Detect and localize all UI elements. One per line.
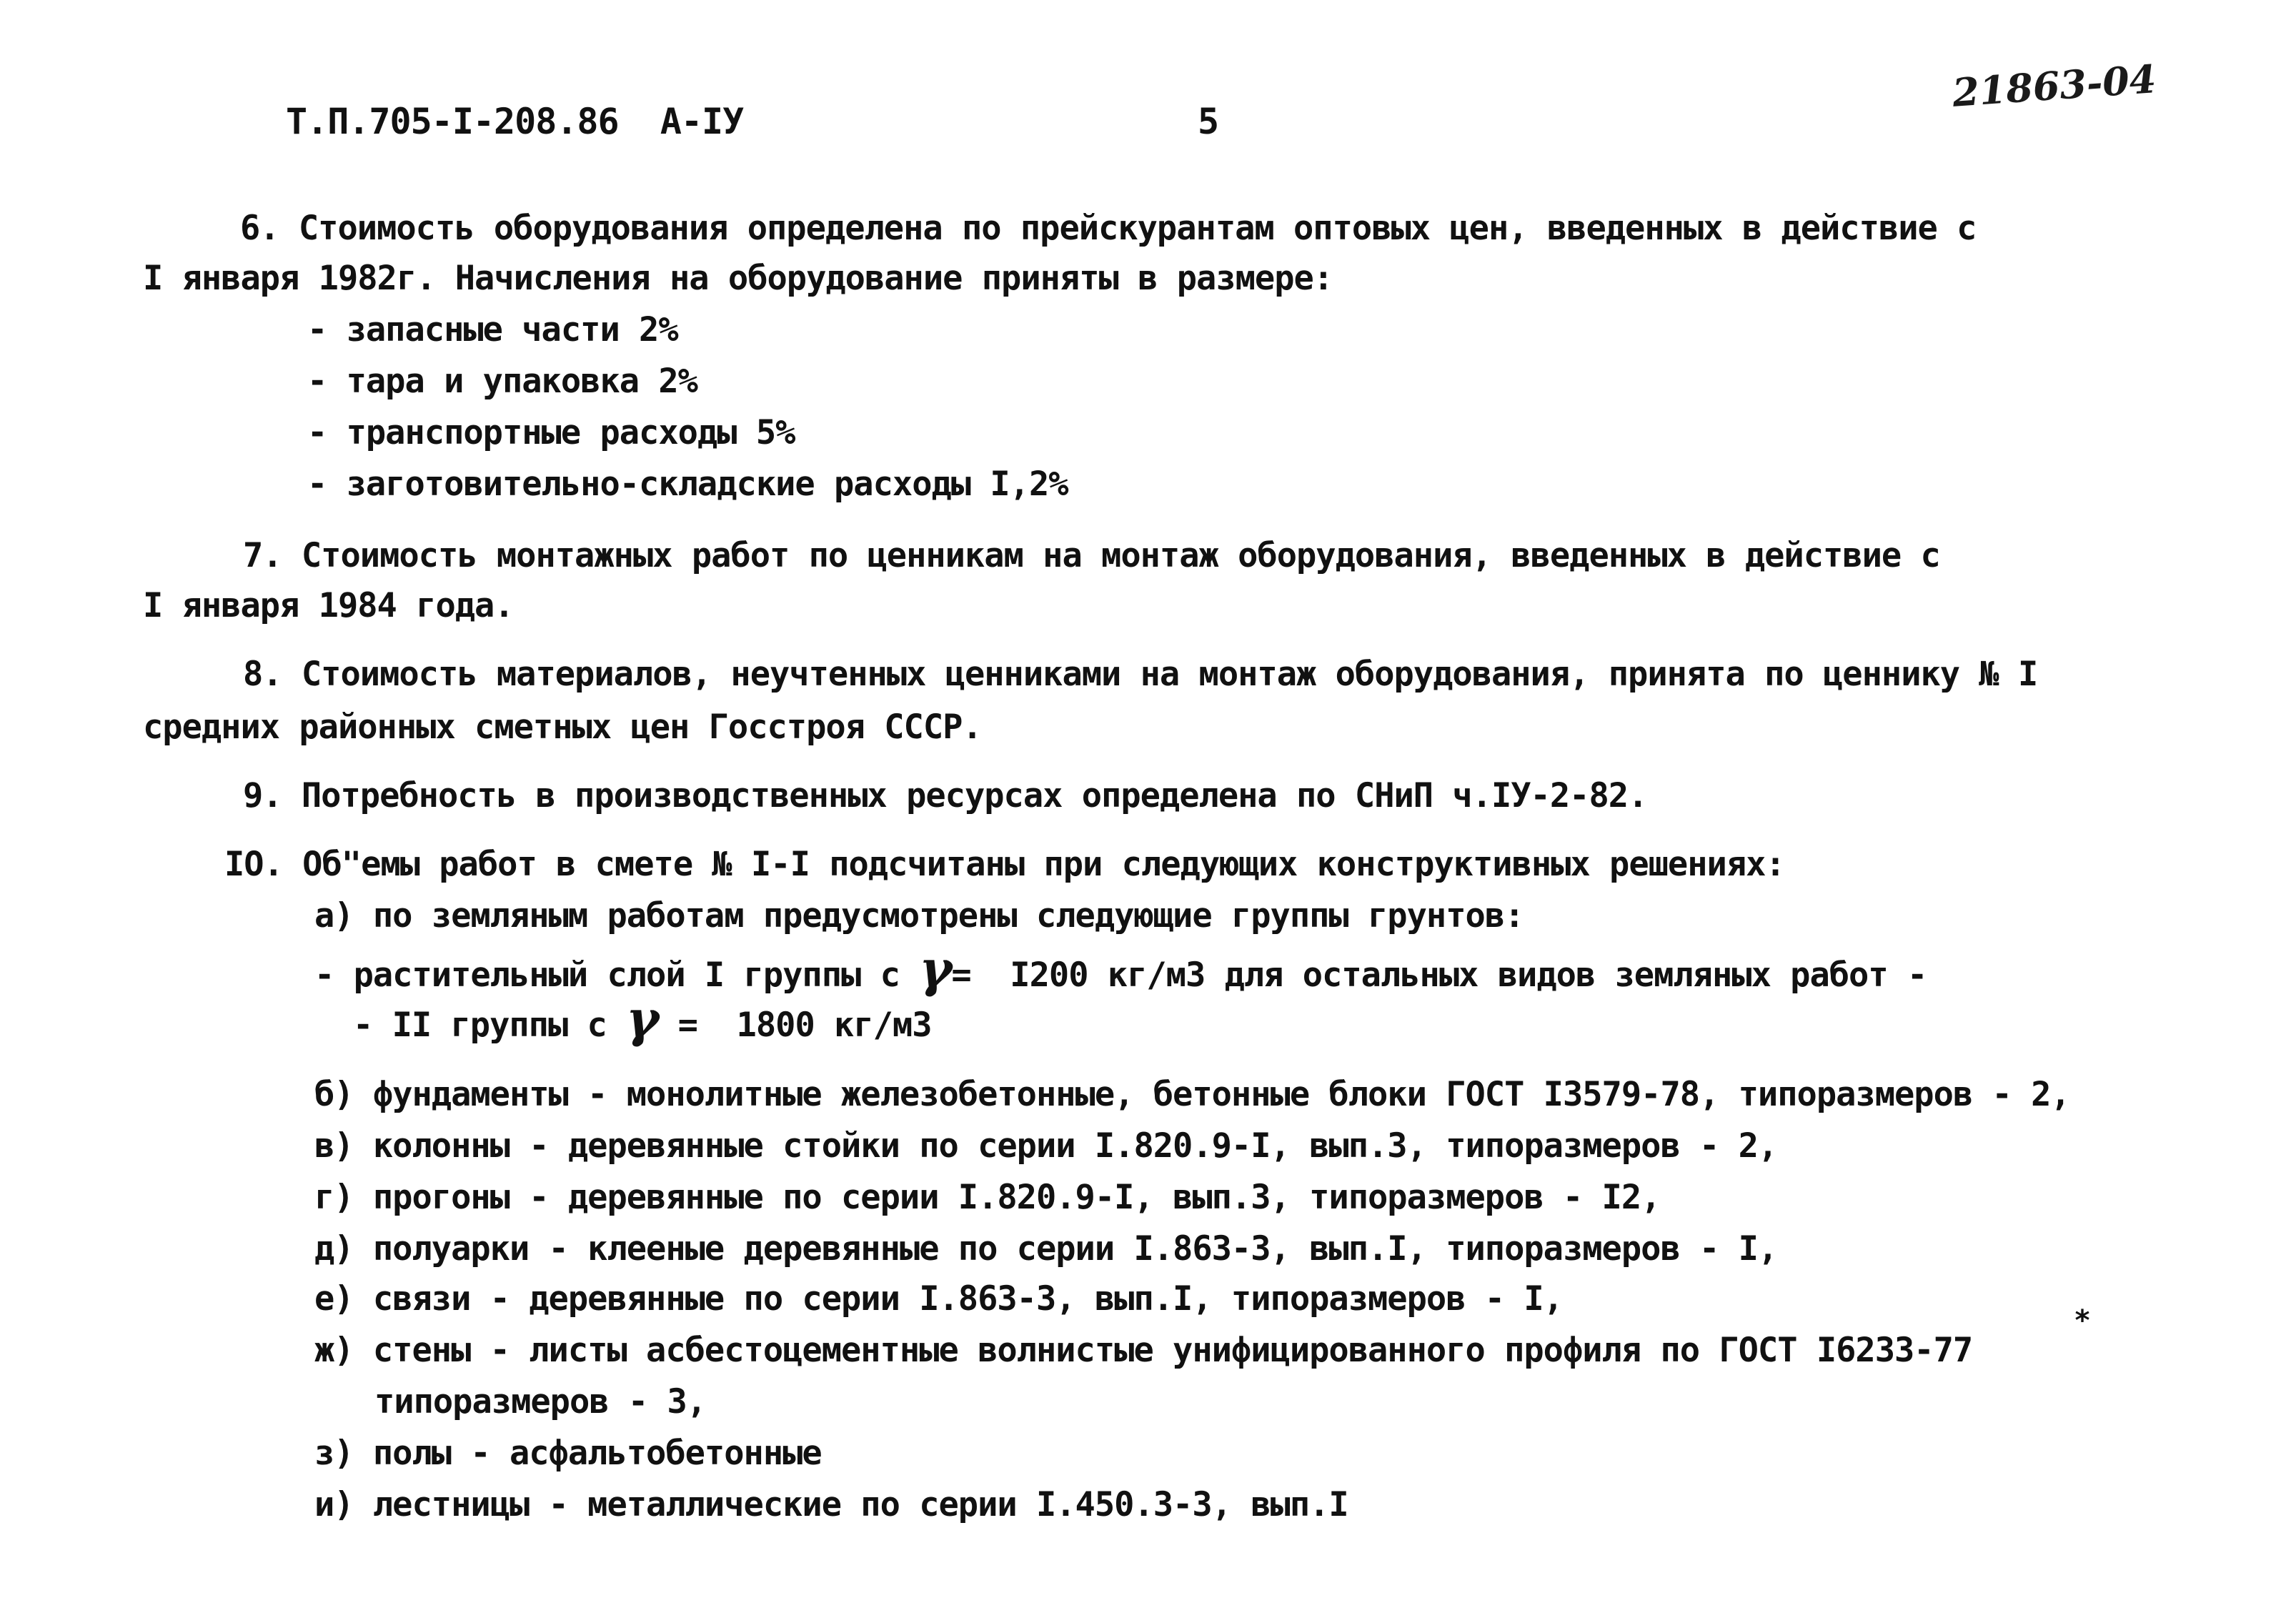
section10-item-zh-cont: типоразмеров - 3, [374,1382,707,1421]
soil-group-1-line [314,939,1927,998]
section10-item-zh: ж) стены - листы асбестоцементные волнистые унифицированного профиля по ГОСТ I6233-77 [314,1331,1973,1370]
page-number: 5 [1198,101,1219,142]
section9-line1: 9. Потребность в производственных ресурсах определена по СНиП ч.IУ-2-82. [243,776,1648,815]
section10-item-b: б) фундаменты - монолитные железобетонные, бетонные блоки ГОСТ I3579-78, типоразмеров - 2, [314,1075,2070,1114]
section10-item-z: з) полы - асфальтобетонные [314,1434,822,1473]
gamma-symbol: γ [919,939,952,998]
soil-group-2-text-a: - II группы с [353,1006,627,1045]
section6-item: - транспортные расходы 5% [307,413,795,452]
section6-item: - тара и упаковка 2% [307,362,697,401]
section10-item-e: е) связи - деревянные по серии I.863-3, вып.I, типоразмеров - I, [314,1279,1563,1319]
section10-item-a: а) по земляным работам предусмотрены следующие группы грунтов: [314,896,1524,935]
section10-item-v: в) колонны - деревянные стойки по серии I.820.9-I, вып.3, типоразмеров - 2, [314,1126,1778,1166]
section7-line1: 7. Стоимость монтажных работ по ценникам на монтаж оборудования, введенных в действие с [243,536,1940,575]
section6-line1: 6. Стоимость оборудования определена по прейскурантам оптовых цен, введенных в действие с [240,209,1977,248]
section6-item: - запасные части 2% [307,310,678,349]
section7-line2: I января 1984 года. [143,586,514,625]
section8-line1: 8. Стоимость материалов, неучтенных ценниками на монтаж оборудования, принята по ценнику № I [243,655,2038,694]
section6-item: - заготовительно-складские расходы I,2% [307,465,1068,504]
gamma-symbol: γ [626,989,659,1048]
section10-item-g: г) прогоны - деревянные по серии I.820.9-I, вып.3, типоразмеров - I2, [314,1178,1661,1217]
soil-group-1-text-b: = I200 кг/м3 для остальных видов земляных работ - [951,956,1927,995]
section10-item-i: и) лестницы - металлические по серии I.450.3-3, вып.I [314,1485,1348,1524]
footnote-mark: * [2074,1304,2091,1337]
section6-line2: I января 1982г. Начисления на оборудование приняты в размере: [143,259,1333,298]
section8-line2: средних районных сметных цен Госстроя СССР. [143,708,982,747]
soil-group-1-text-a: - растительный слой I группы с [314,956,920,995]
handwritten-ref: 21863-04 [1951,56,2158,116]
section10-intro: IO. Об"емы работ в смете № I-I подсчитаны при следующих конструктивных решениях: [224,845,1785,884]
doc-code: Т.П.705-I-208.86 А-IУ [286,101,744,142]
soil-group-2-line [353,989,932,1048]
soil-group-2-text-b: = 1800 кг/м3 [658,1006,932,1045]
section10-item-d: д) полуарки - клееные деревянные по серии I.863-3, вып.I, типоразмеров - I, [314,1229,1778,1269]
